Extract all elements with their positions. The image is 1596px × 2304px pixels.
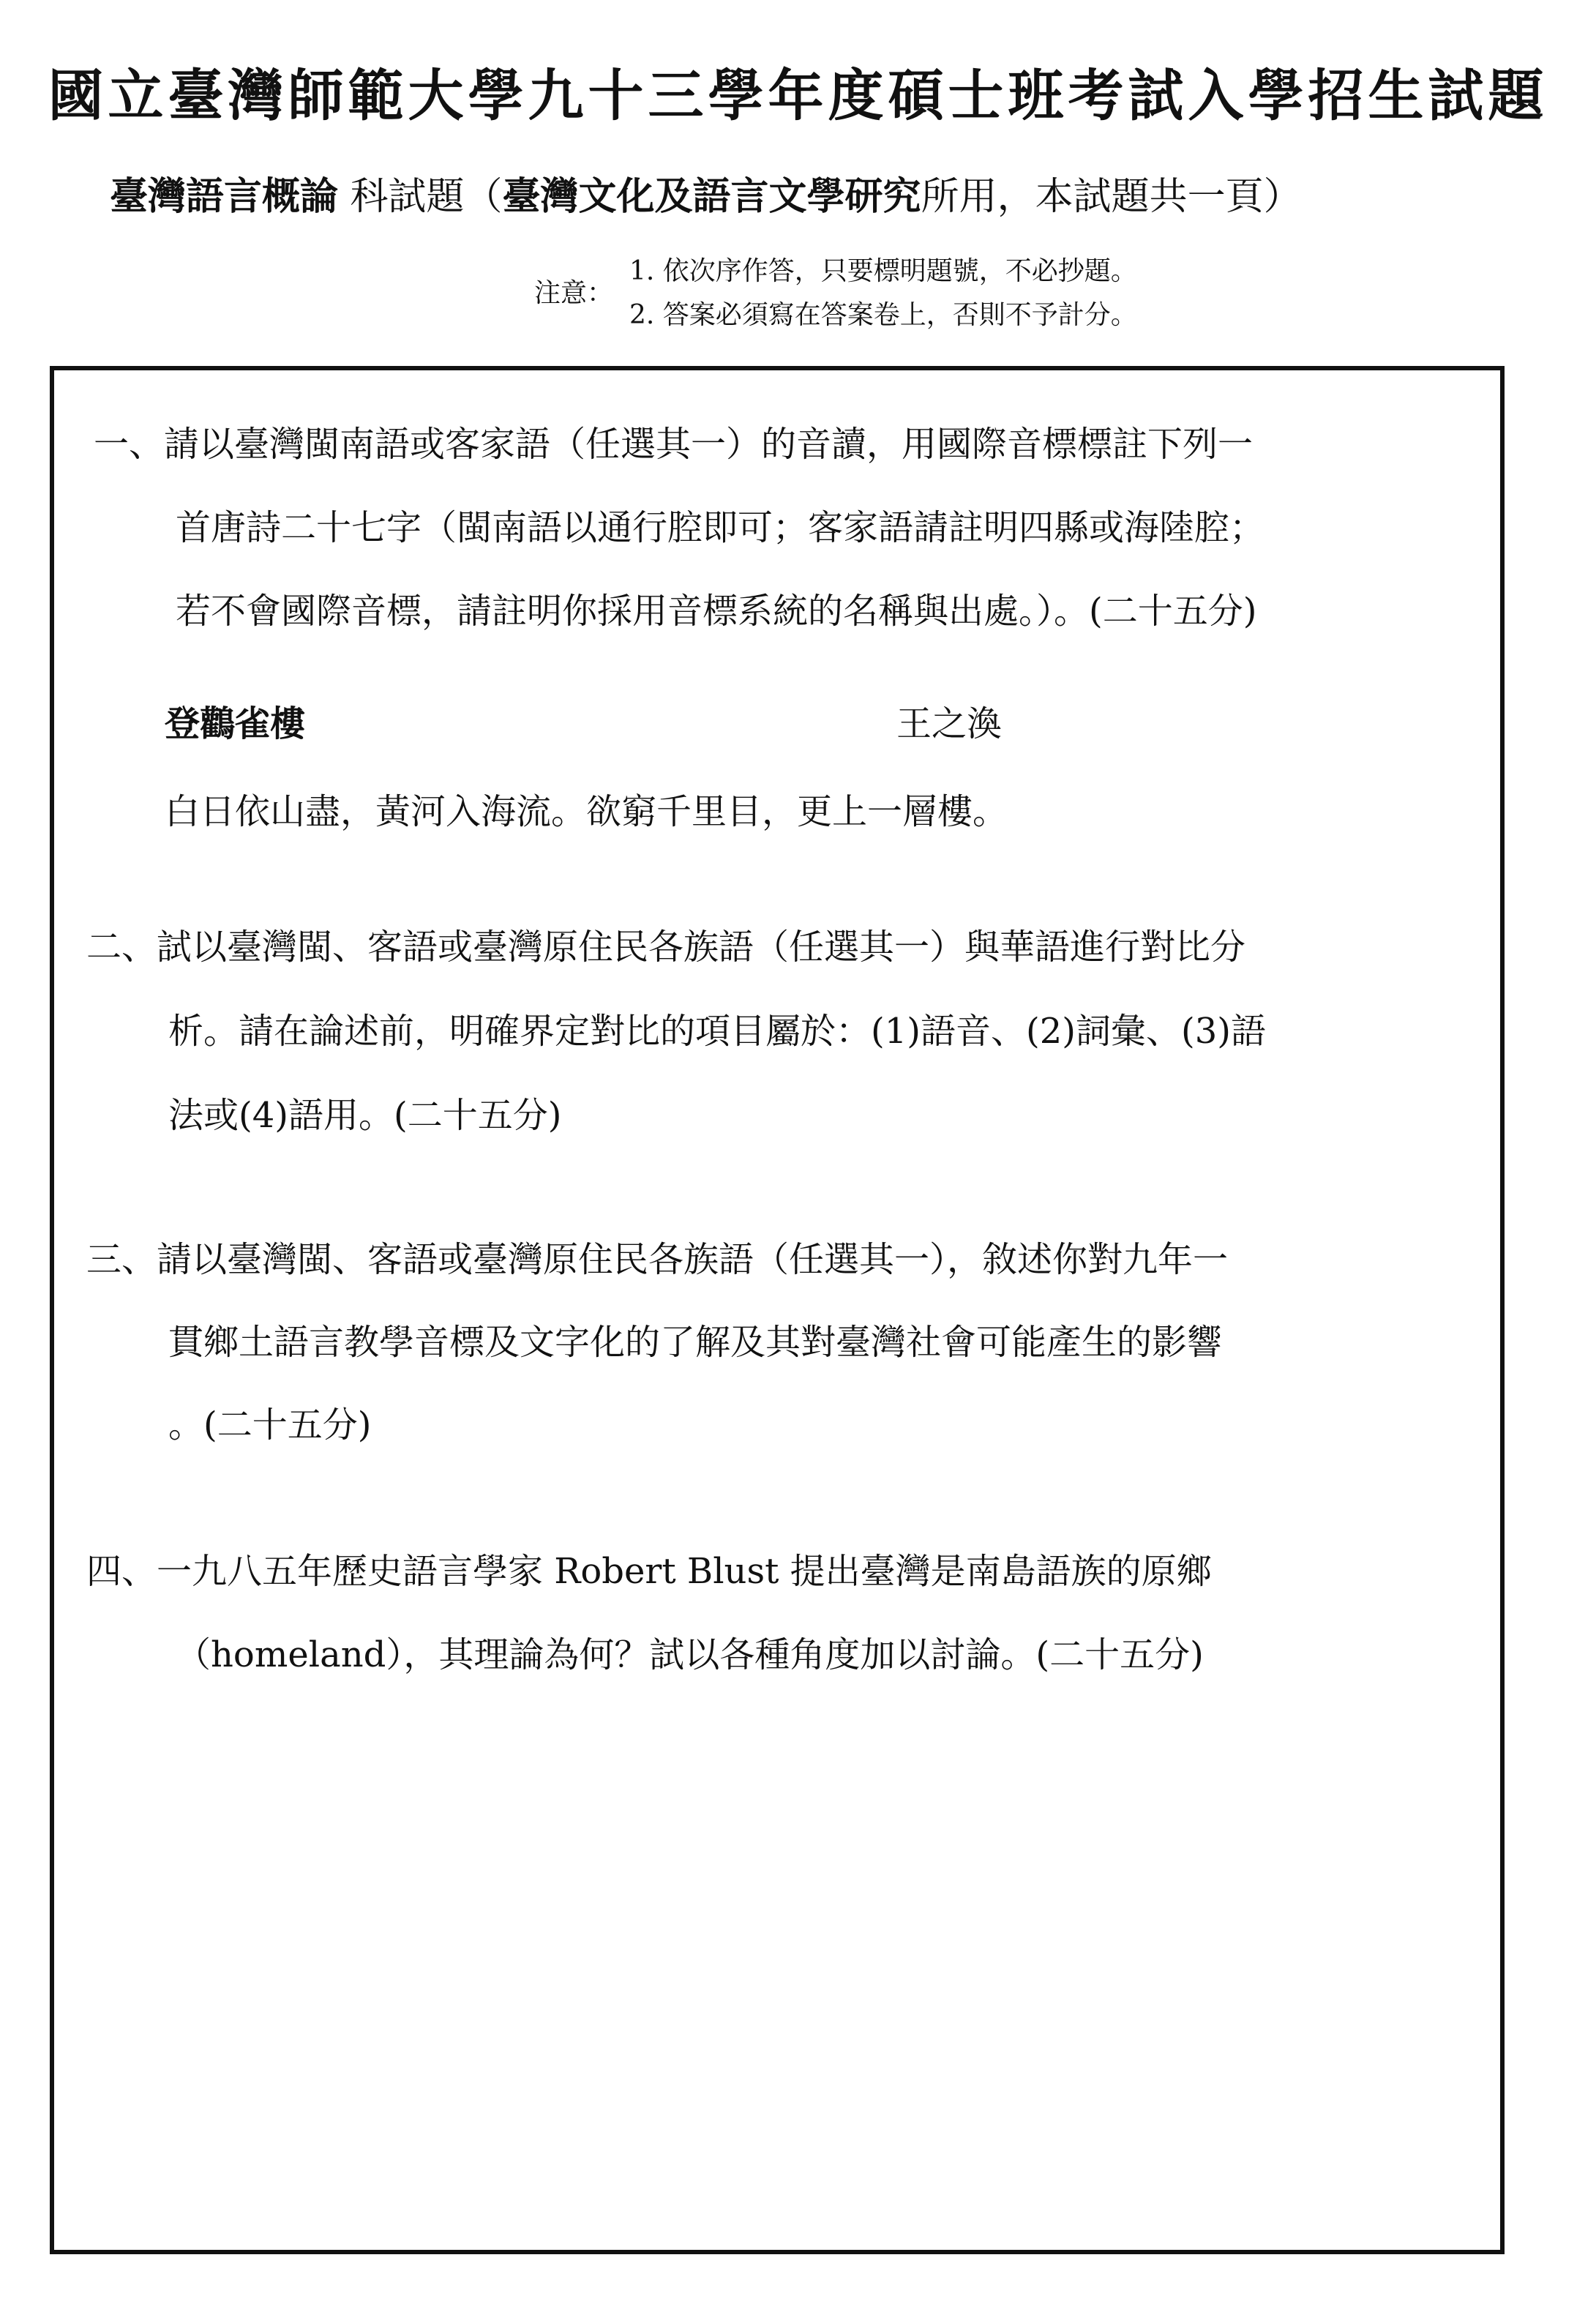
- question-1-line-2: 首唐詩二十七字（閩南語以通行腔即可；客家語請註明四縣或海陸腔；: [176, 507, 1265, 548]
- poem-author: 王之渙: [896, 703, 1003, 744]
- department-name: 臺灣文化及語言文學研究: [502, 174, 921, 219]
- note-item: 1. 依次序作答，只要標明題號，不必抄題。: [629, 256, 1137, 286]
- question-4-line-2: （homeland），其理論為何？試以各種角度加以討論。(二十五分): [176, 1634, 1204, 1675]
- exam-title: 國立臺灣師範大學九十三學年度碩士班考試入學招生試題: [48, 63, 1548, 128]
- question-1-line-3: 若不會國際音標，請註明你採用音標系統的名稱與出處。）。(二十五分): [176, 591, 1257, 632]
- poem-title: 登鸛雀樓: [165, 703, 306, 744]
- question-3-line-1: 三、請以臺灣閩、客語或臺灣原住民各族語（任選其一），敘述你對九年一: [86, 1239, 1229, 1280]
- question-frame: [50, 366, 1505, 2254]
- note-item: 2. 答案必須寫在答案卷上，否則不予計分。: [629, 300, 1137, 330]
- exam-subtitle: [110, 165, 1302, 220]
- poem-text: 白日依山盡，黃河入海流。欲窮千里目，更上一層樓。: [165, 791, 1008, 832]
- question-4-line-1: 四、一九八五年歷史語言學家 Robert Blust 提出臺灣是南島語族的原鄉: [86, 1551, 1212, 1592]
- subject-name: 臺灣語言概論: [110, 174, 339, 219]
- question-1-line-1: 一、請以臺灣閩南語或客家語（任選其一）的音讀，用國際音標標註下列一: [94, 424, 1254, 465]
- subject-suffix: 科試題（: [338, 175, 503, 219]
- question-2-line-2: 析。請在論述前，明確界定對比的項目屬於：(1)語音、(2)詞彙、(3)語: [168, 1011, 1266, 1052]
- question-3-line-3: 。(二十五分): [168, 1405, 372, 1445]
- department-suffix: 所用，本試題共一頁）: [921, 175, 1302, 219]
- question-2-line-3: 法或(4)語用。(二十五分): [168, 1095, 562, 1136]
- question-2-line-1: 二、試以臺灣閩、客語或臺灣原住民各族語（任選其一）與華語進行對比分: [86, 927, 1246, 968]
- question-3-line-2: 貫鄉土語言教學音標及文字化的了解及其對臺灣社會可能產生的影響: [168, 1322, 1223, 1363]
- notes-label: 注意：: [534, 278, 614, 308]
